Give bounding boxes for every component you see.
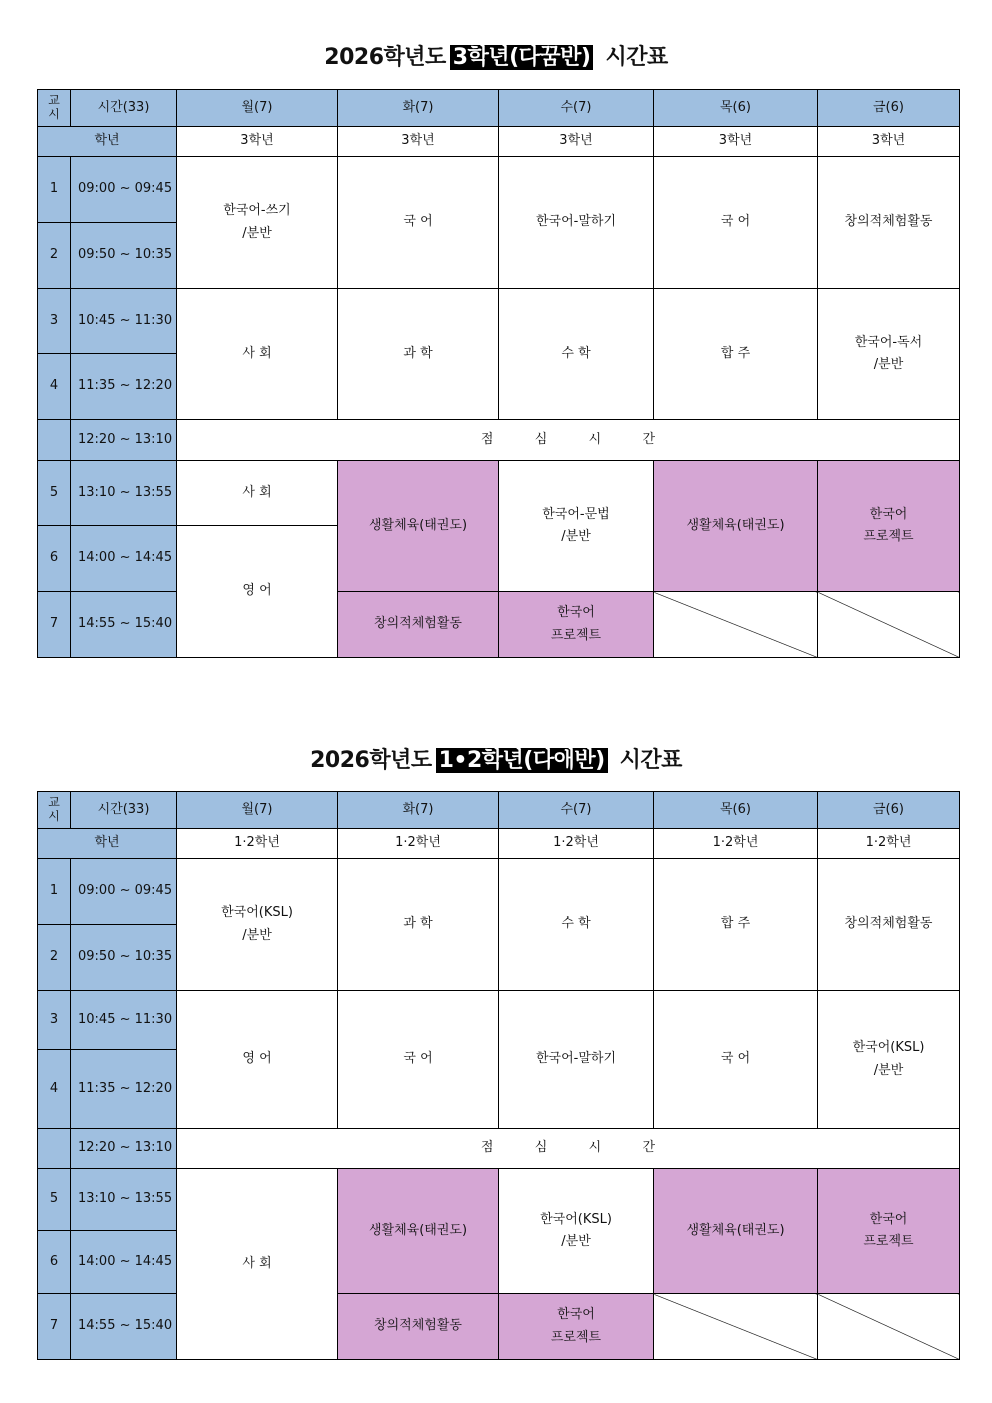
- cell-wed-p7: 한국어 프로젝트: [499, 1294, 654, 1360]
- cell-mon-p1-2: 한국어(KSL) /분반: [177, 859, 338, 991]
- cell-tue-p5-6: 생활체육(태권도): [338, 461, 499, 592]
- cell-wed-p1-2: 수 학: [499, 859, 654, 991]
- cell-fri-p1-2: 창의적체험활동: [818, 157, 960, 289]
- period-number: 7: [38, 592, 71, 658]
- cell-fri-p7-empty: [818, 1294, 960, 1360]
- cell-mon-p5: 사 회: [177, 461, 338, 526]
- period-number: 4: [38, 354, 71, 420]
- cell-wed-p1-2: 한국어-말하기: [499, 157, 654, 289]
- cell-tue-p1-2: 국 어: [338, 157, 499, 289]
- title-suffix: 시간표: [605, 45, 668, 70]
- day-header-wed: 수(7): [499, 792, 654, 829]
- period-time: 11:35 ~ 12:20: [71, 1050, 177, 1129]
- cell-thu-p7-empty: [654, 592, 818, 658]
- cell-fri-p3-4: 한국어(KSL) /분반: [818, 991, 960, 1129]
- title-year: 2026학년도: [310, 748, 432, 773]
- day-header-fri: 금(6): [818, 90, 960, 127]
- grade-thu: 3학년: [654, 127, 818, 157]
- cell-thu-p1-2: 국 어: [654, 157, 818, 289]
- period-time: 10:45 ~ 11:30: [71, 991, 177, 1050]
- grade-fri: 1·2학년: [818, 829, 960, 859]
- day-header-wed: 수(7): [499, 90, 654, 127]
- day-header-thu: 목(6): [654, 90, 818, 127]
- period-time: 10:45 ~ 11:30: [71, 289, 177, 354]
- grade-tue: 1·2학년: [338, 829, 499, 859]
- lunch-period-blank: [38, 420, 71, 461]
- title-year: 2026학년도: [324, 45, 446, 70]
- lunch-period-blank: [38, 1129, 71, 1169]
- time-header: 시간(33): [71, 792, 177, 829]
- cell-thu-p1-2: 합 주: [654, 859, 818, 991]
- period-time: 11:35 ~ 12:20: [71, 354, 177, 420]
- grade-label: 학년: [38, 829, 177, 859]
- grade-wed: 3학년: [499, 127, 654, 157]
- period-number: 1: [38, 859, 71, 925]
- cell-tue-p1-2: 과 학: [338, 859, 499, 991]
- period-time: 14:00 ~ 14:45: [71, 526, 177, 592]
- day-header-tue: 화(7): [338, 792, 499, 829]
- cell-thu-p3-4: 합 주: [654, 289, 818, 420]
- grade-tue: 3학년: [338, 127, 499, 157]
- day-header-mon: 월(7): [177, 90, 338, 127]
- grade-wed: 1·2학년: [499, 829, 654, 859]
- period-time: 09:00 ~ 09:45: [71, 859, 177, 925]
- cell-thu-p5-6: 생활체육(태권도): [654, 461, 818, 592]
- cell-thu-p5-6: 생활체육(태권도): [654, 1169, 818, 1294]
- period-header: 교 시: [38, 792, 71, 829]
- cell-fri-p5-6: 한국어 프로젝트: [818, 461, 960, 592]
- period-time: 09:50 ~ 10:35: [71, 223, 177, 289]
- lunch-cell: 점 심 시 간: [177, 1129, 960, 1169]
- timetable-1: [37, 89, 960, 658]
- period-time: 14:55 ~ 15:40: [71, 592, 177, 658]
- period-number: 6: [38, 526, 71, 592]
- cell-mon-p5-7: 사 회: [177, 1169, 338, 1360]
- period-number: 7: [38, 1294, 71, 1360]
- cell-wed-p3-4: 수 학: [499, 289, 654, 420]
- period-time: 13:10 ~ 13:55: [71, 461, 177, 526]
- period-number: 3: [38, 991, 71, 1050]
- period-number: 5: [38, 461, 71, 526]
- day-header-fri: 금(6): [818, 792, 960, 829]
- timetable-2-title: [0, 743, 992, 774]
- period-time: 09:50 ~ 10:35: [71, 925, 177, 991]
- timetable-2: [37, 791, 960, 1360]
- period-time: 13:10 ~ 13:55: [71, 1169, 177, 1231]
- cell-fri-p3-4: 한국어-독서 /분반: [818, 289, 960, 420]
- cell-wed-p7: 한국어 프로젝트: [499, 592, 654, 658]
- cell-fri-p7-empty: [818, 592, 960, 658]
- period-number: 1: [38, 157, 71, 223]
- cell-tue-p5-6: 생활체육(태권도): [338, 1169, 499, 1294]
- cell-fri-p5-6: 한국어 프로젝트: [818, 1169, 960, 1294]
- period-time: 14:55 ~ 15:40: [71, 1294, 177, 1360]
- period-number: 6: [38, 1231, 71, 1294]
- cell-mon-p6-7: 영 어: [177, 526, 338, 658]
- cell-thu-p7-empty: [654, 1294, 818, 1360]
- timetable-1-title: [0, 40, 992, 71]
- period-number: 2: [38, 223, 71, 289]
- time-header: 시간(33): [71, 90, 177, 127]
- period-number: 4: [38, 1050, 71, 1129]
- cell-wed-p5-6: 한국어-문법 /분반: [499, 461, 654, 592]
- cell-tue-p7: 창의적체험활동: [338, 592, 499, 658]
- period-number: 2: [38, 925, 71, 991]
- grade-fri: 3학년: [818, 127, 960, 157]
- cell-thu-p3-4: 국 어: [654, 991, 818, 1129]
- period-time: 14:00 ~ 14:45: [71, 1231, 177, 1294]
- cell-mon-p1-2: 한국어-쓰기 /분반: [177, 157, 338, 289]
- lunch-time: 12:20 ~ 13:10: [71, 420, 177, 461]
- cell-fri-p1-2: 창의적체험활동: [818, 859, 960, 991]
- period-number: 5: [38, 1169, 71, 1231]
- cell-tue-p3-4: 과 학: [338, 289, 499, 420]
- grade-mon: 3학년: [177, 127, 338, 157]
- day-header-tue: 화(7): [338, 90, 499, 127]
- grade-label: 학년: [38, 127, 177, 157]
- title-suffix: 시간표: [619, 748, 682, 773]
- period-header: 교 시: [38, 90, 71, 127]
- grade-thu: 1·2학년: [654, 829, 818, 859]
- day-header-mon: 월(7): [177, 792, 338, 829]
- cell-wed-p3-4: 한국어-말하기: [499, 991, 654, 1129]
- cell-wed-p5-6: 한국어(KSL) /분반: [499, 1169, 654, 1294]
- cell-tue-p3-4: 국 어: [338, 991, 499, 1129]
- period-number: 3: [38, 289, 71, 354]
- title-class-highlight: 3학년(다꿈반): [450, 45, 594, 70]
- grade-mon: 1·2학년: [177, 829, 338, 859]
- day-header-thu: 목(6): [654, 792, 818, 829]
- cell-tue-p7: 창의적체험활동: [338, 1294, 499, 1360]
- cell-mon-p3-4: 사 회: [177, 289, 338, 420]
- period-time: 09:00 ~ 09:45: [71, 157, 177, 223]
- title-class-highlight: 1•2학년(다애반): [436, 748, 608, 773]
- lunch-time: 12:20 ~ 13:10: [71, 1129, 177, 1169]
- cell-mon-p3-4: 영 어: [177, 991, 338, 1129]
- lunch-cell: 점 심 시 간: [177, 420, 960, 461]
